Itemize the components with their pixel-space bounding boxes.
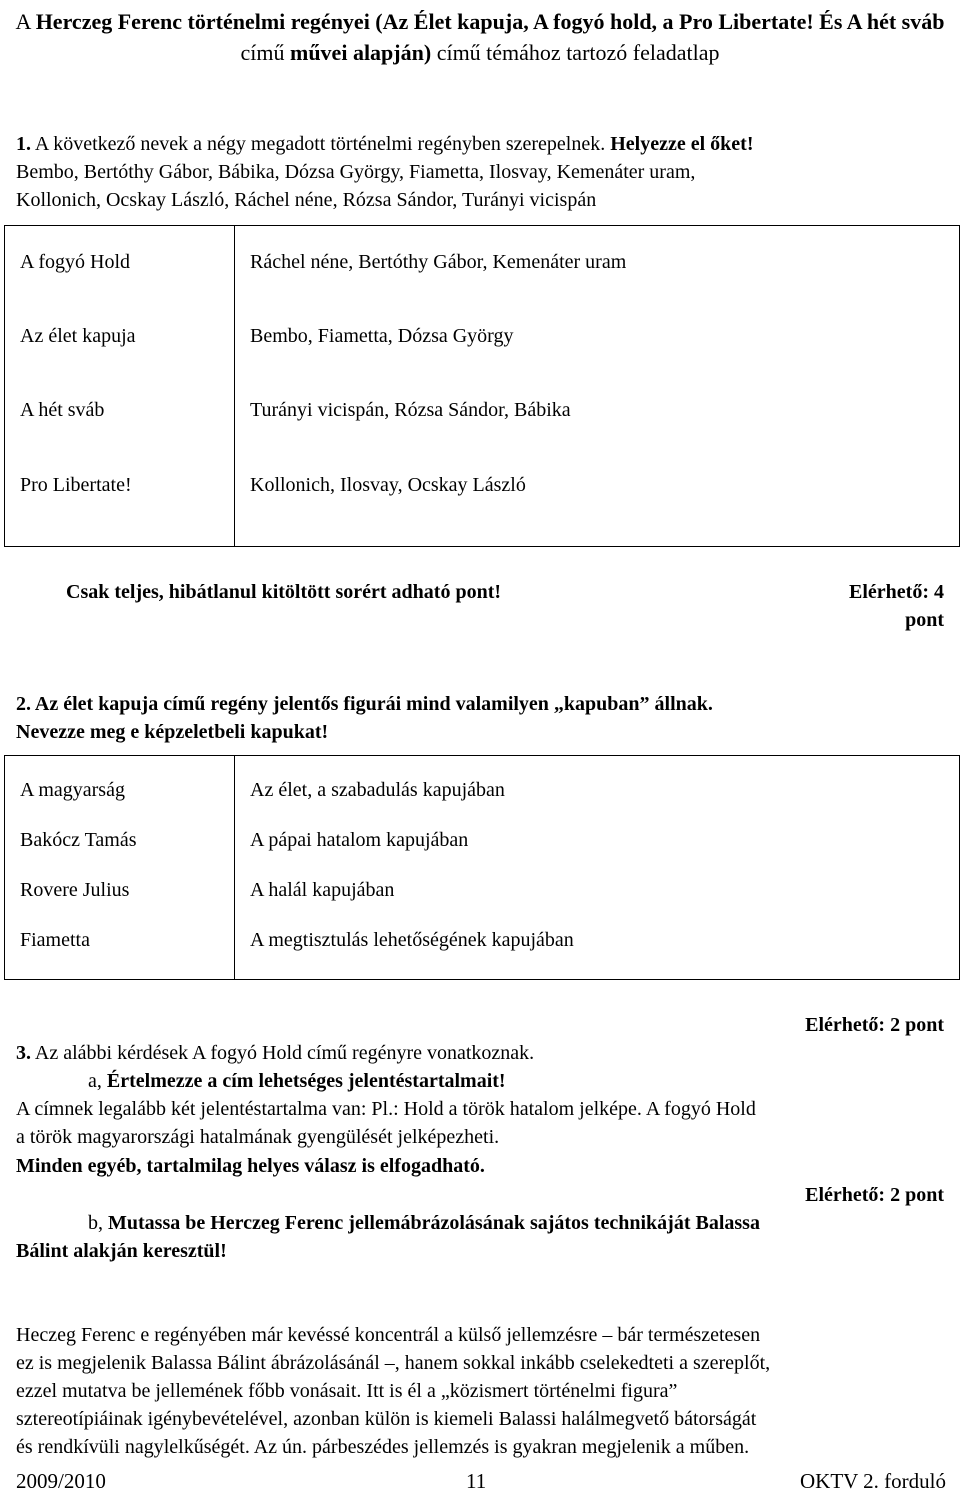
q1-names-line-1: Bembo, Bertóthy Gábor, Bábika, Dózsa György, Fiametta, Ilosvay, Kemenáter uram,	[16, 161, 696, 183]
names-answer: Ráchel néne, Bertóthy Gábor, Kemenáter uram	[250, 251, 627, 273]
q1-points-line-2: pont	[905, 609, 944, 631]
q3-a-question-text: Értelmezze a cím lehetséges jelentéstartalmait!	[106, 1070, 506, 1092]
q3-b-answer-line-3: ezzel mutatva be jellemének főbb vonásait. Itt is él a „közismert történelmi figura”	[16, 1380, 678, 1402]
novel-label: A hét sváb	[20, 399, 105, 421]
title-suffix: című témához tartozó feladatlap	[431, 40, 720, 65]
names-answer: Turányi vicispán, Rózsa Sándor, Bábika	[250, 399, 571, 421]
title-bold-part-2: művei alapján)	[290, 40, 432, 65]
novel-label: A fogyó Hold	[20, 251, 130, 273]
q2-table	[4, 755, 960, 980]
q3-a-note: Minden egyéb, tartalmilag helyes válasz is elfogadható.	[16, 1155, 485, 1177]
q3-b-question-text: Mutassa be Herczeg Ferenc jellemábrázolásának sajátos technikáját Balassa	[108, 1212, 760, 1234]
q3-a-prefix: a,	[88, 1070, 107, 1092]
title-middle: című	[240, 40, 290, 65]
q3-b-answer-line-5: és rendkívüli nagylelkűségét. Az ún. párbeszédes jellemzés is gyakran megjelenik a műben.	[16, 1436, 750, 1458]
q3-intro: Az alábbi kérdések A fogyó Hold című regényre vonatkoznak.	[31, 1042, 535, 1064]
q3-a-points: Elérhető: 2 pont	[805, 1184, 944, 1206]
table-cell-novel	[5, 226, 235, 547]
figure-label: A magyarság	[20, 779, 125, 801]
q3-a-question	[88, 1067, 506, 1095]
gate-answer: A pápai hatalom kapujában	[250, 829, 469, 851]
figure-label: Rovere Julius	[20, 879, 130, 901]
q3-b-answer-line-1: Heczeg Ferenc e regényében már kevéssé koncentrál a külső jellemzésre – bár természetesen	[16, 1324, 761, 1346]
gate-answer: A halál kapujában	[250, 879, 395, 901]
names-answer: Bembo, Fiametta, Dózsa György	[250, 325, 514, 347]
names-answer: Kollonich, Ilosvay, Ocskay László	[250, 474, 526, 496]
q1-scoring-note: Csak teljes, hibátlanul kitöltött sorért adható pont!	[66, 581, 502, 603]
q1-names-line-2: Kollonich, Ocskay László, Ráchel néne, Rózsa Sándor, Turányi vicispán	[16, 189, 597, 211]
novel-label: Az élet kapuja	[20, 325, 136, 347]
novel-label: Pro Libertate!	[20, 474, 132, 496]
q3-number: 3.	[16, 1042, 31, 1064]
q1-number: 1.	[16, 133, 31, 155]
table-cell-gate	[235, 756, 960, 980]
title-prefix: A	[15, 9, 36, 34]
q3-b-prefix: b,	[88, 1212, 108, 1234]
table-row	[5, 226, 960, 547]
q1-instruction: Helyezze el őket!	[610, 133, 754, 155]
q3-b-question-line-1	[88, 1209, 760, 1237]
footer-year: 2009/2010	[16, 1469, 106, 1493]
table-cell-names	[235, 226, 960, 547]
q3-a-answer-line-2: a török magyarországi hatalmának gyengülését jelképezheti.	[16, 1126, 500, 1148]
figure-label: Bakócz Tamás	[20, 829, 137, 851]
table-row	[5, 756, 960, 980]
q3-b-answer-line-4: sztereotípiáinak igénybevételével, azonban külön is kiemeli Balassi halálmegvető bátorságát	[16, 1408, 757, 1430]
table-cell-figure	[5, 756, 235, 980]
gate-answer: Az élet, a szabadulás kapujában	[250, 779, 505, 801]
q1-points-line-1: Elérhető: 4	[849, 581, 944, 603]
document-title	[0, 6, 960, 68]
gate-answer: A megtisztulás lehetőségének kapujában	[250, 929, 574, 951]
q3-b-question-line-2: Bálint alakján keresztül!	[16, 1240, 227, 1262]
q1-table	[4, 225, 960, 547]
q1-heading	[16, 130, 946, 158]
figure-label: Fiametta	[20, 929, 90, 951]
q3-a-answer-line-1: A címnek legalább két jelentéstartalma van: Pl.: Hold a török hatalom jelképe. A fogyó Hold	[16, 1098, 756, 1120]
q2-points: Elérhető: 2 pont	[805, 1014, 944, 1036]
q2-heading-line-2: Nevezze meg e képzeletbeli kapukat!	[16, 721, 329, 743]
q3-heading	[16, 1039, 946, 1067]
title-bold-part-1: Herczeg Ferenc történelmi regényei (Az Élet kapuja, A fogyó hold, a Pro Libertate! És A hét sváb	[35, 9, 945, 34]
q3-b-answer-line-2: ez is megjelenik Balassa Bálint ábrázolásánál –, hanem sokkal inkább cselekedteti a szereplőt,	[16, 1352, 771, 1374]
q2-heading-line-1: 2. Az élet kapuja című regény jelentős figurái mind valamilyen „kapuban” állnak.	[16, 693, 713, 715]
footer-page-number: 11	[466, 1469, 487, 1493]
footer-round: OKTV 2. forduló	[799, 1469, 946, 1493]
q1-text: A következő nevek a négy megadott történelmi regényben szerepelnek.	[31, 133, 611, 155]
